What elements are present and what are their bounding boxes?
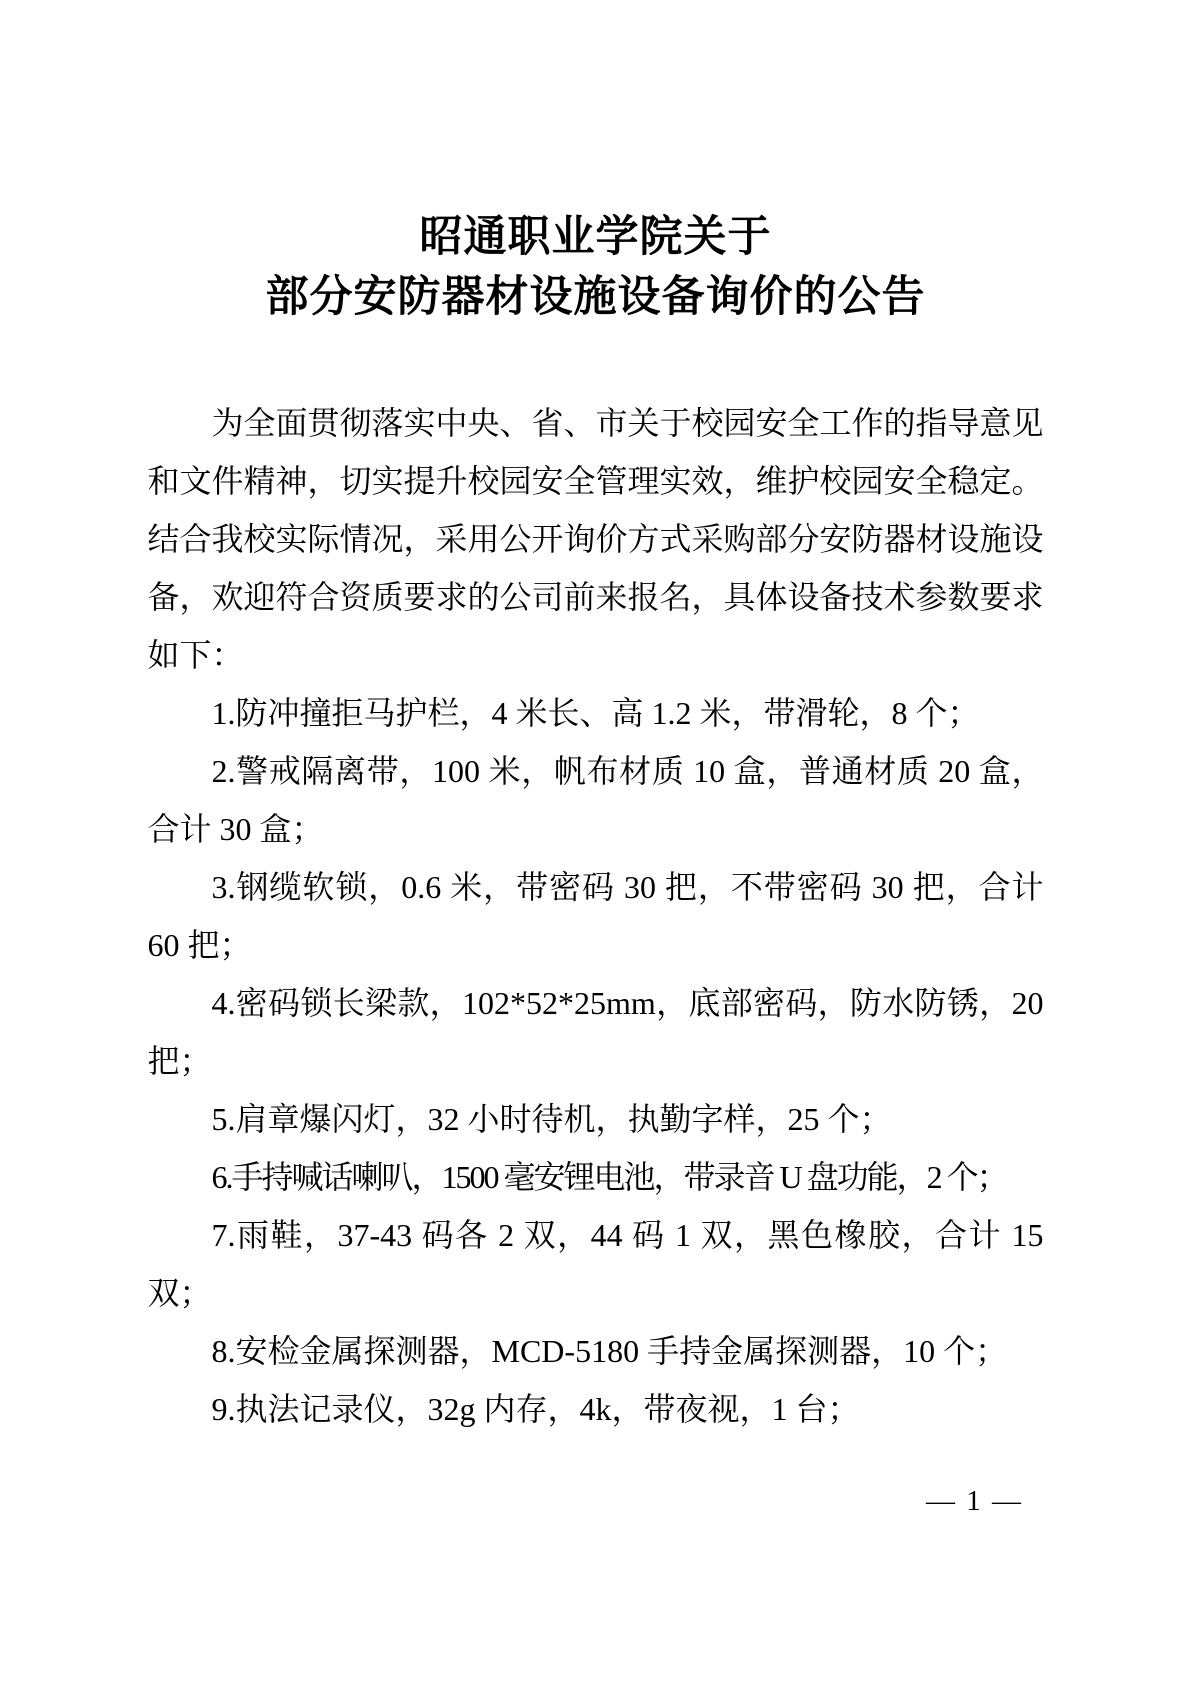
list-item-1: 1.防冲撞拒马护栏，4 米长、高 1.2 米，带滑轮，8 个； bbox=[211, 695, 980, 731]
page-number: — 1 — bbox=[926, 1485, 1023, 1517]
title-line-2: 部分安防器材设施设备询价的公告 bbox=[265, 274, 926, 321]
title-line-1: 昭通职业学院关于 bbox=[419, 214, 772, 261]
document-body bbox=[148, 394, 1044, 1438]
list-item-2: 2.警戒隔离带，100 米，帆布材质 10 盒，普通材质 20 盒，合计 30 盒； bbox=[147, 753, 1044, 847]
list-item-9: 9.执法记录仪，32g 内存，4k，带夜视，1 台； bbox=[211, 1391, 860, 1427]
list-item-7: 7.雨鞋，37-43 码各 2 双，44 码 1 双，黑色橡胶，合计 15 双； bbox=[147, 1217, 1044, 1311]
list-item-4: 4.密码锁长梁款，102*52*25mm，底部密码，防水防锈，20 把； bbox=[147, 985, 1044, 1079]
paragraph-intro: 为全面贯彻落实中央、省、市关于校园安全工作的指导意见和文件精神，切实提升校园安全管理实效，维护校园安全稳定。结合我校实际情况，采用公开询价方式采购部分安防器材设施设备，欢迎符合资质要求的公司前来报名，具体设备技术参数要求如下： bbox=[147, 405, 1044, 673]
list-item-6: 6.手持喊话喇叭，1500 毫安锂电池，带录音 U 盘功能，2 个； bbox=[211, 1159, 1007, 1195]
list-item-5: 5.肩章爆闪灯，32 小时待机，执勤字样，25 个； bbox=[211, 1101, 892, 1137]
list-item-3: 3.钢缆软锁，0.6 米，带密码 30 把，不带密码 30 把，合计 60 把； bbox=[147, 869, 1044, 963]
list-item-8: 8.安检金属探测器，MCD-5180 手持金属探测器，10 个； bbox=[211, 1333, 1008, 1369]
document-title bbox=[0, 0, 1191, 328]
